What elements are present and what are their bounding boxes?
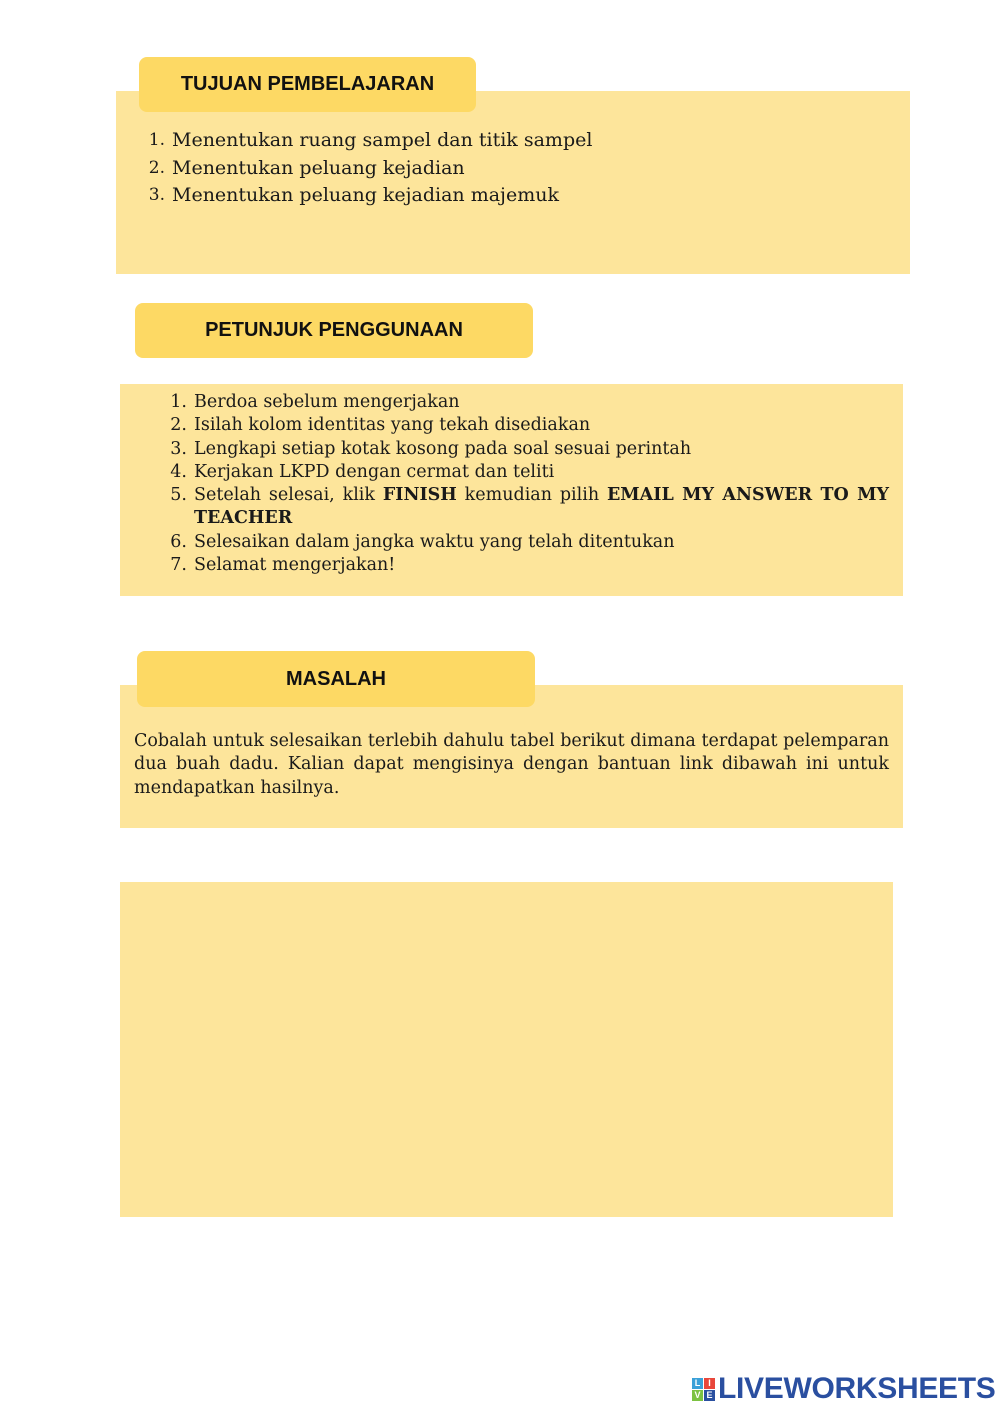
list-item: 1. Menentukan ruang sampel dan titik sampel: [148, 129, 593, 151]
masalah-header: MASALAH: [137, 651, 535, 707]
logo-letter: L: [692, 1378, 703, 1389]
logo-letter: E: [704, 1390, 715, 1401]
list-item: 3. Menentukan peluang kejadian majemuk: [148, 184, 559, 206]
liveworksheets-logo-icon: [692, 1378, 715, 1401]
list-item: 6. Selesaikan dalam jangka waktu yang telah ditentukan: [170, 531, 675, 552]
logo-letter: V: [692, 1390, 703, 1401]
liveworksheets-logo: [692, 1372, 996, 1406]
list-item: 5. Setelah selesai, klik FINISH kemudian pilih EMAIL MY ANSWER TO MY TEACHER: [170, 485, 890, 529]
logo-letter: I: [704, 1378, 715, 1389]
petunjuk-header: PETUNJUK PENGGUNAAN: [135, 303, 533, 358]
answer-area[interactable]: [120, 882, 893, 1217]
list-item: 4. Kerjakan LKPD dengan cermat dan teliti: [170, 461, 555, 482]
brand-name: LIVEWORKSHEETS: [718, 1372, 996, 1405]
list-item: 2. Menentukan peluang kejadian: [148, 156, 465, 179]
list-item: 7. Selamat mengerjakan!: [170, 555, 396, 576]
list-item: 3. Lengkapi setiap kotak kosong pada soal sesuai perintah: [170, 438, 692, 459]
petunjuk-list: [170, 391, 890, 577]
tujuan-list: [148, 127, 593, 210]
masalah-text: Cobalah untuk selesaikan terlebih dahulu tabel berikut dimana terdapat pelemparan dua buah dadu. Kalian dapat mengisinya dengan bantuan link dibawah ini untuk mendapatkan hasilnya.: [134, 731, 889, 798]
list-item: 2. Isilah kolom identitas yang tekah disediakan: [170, 415, 591, 436]
email-answer-keyword: EMAIL MY ANSWER TO MY TEACHER: [194, 485, 890, 529]
list-item: 1. Berdoa sebelum mengerjakan: [170, 392, 460, 412]
finish-keyword: FINISH: [382, 485, 457, 506]
tujuan-header: TUJUAN PEMBELAJARAN: [139, 57, 476, 112]
